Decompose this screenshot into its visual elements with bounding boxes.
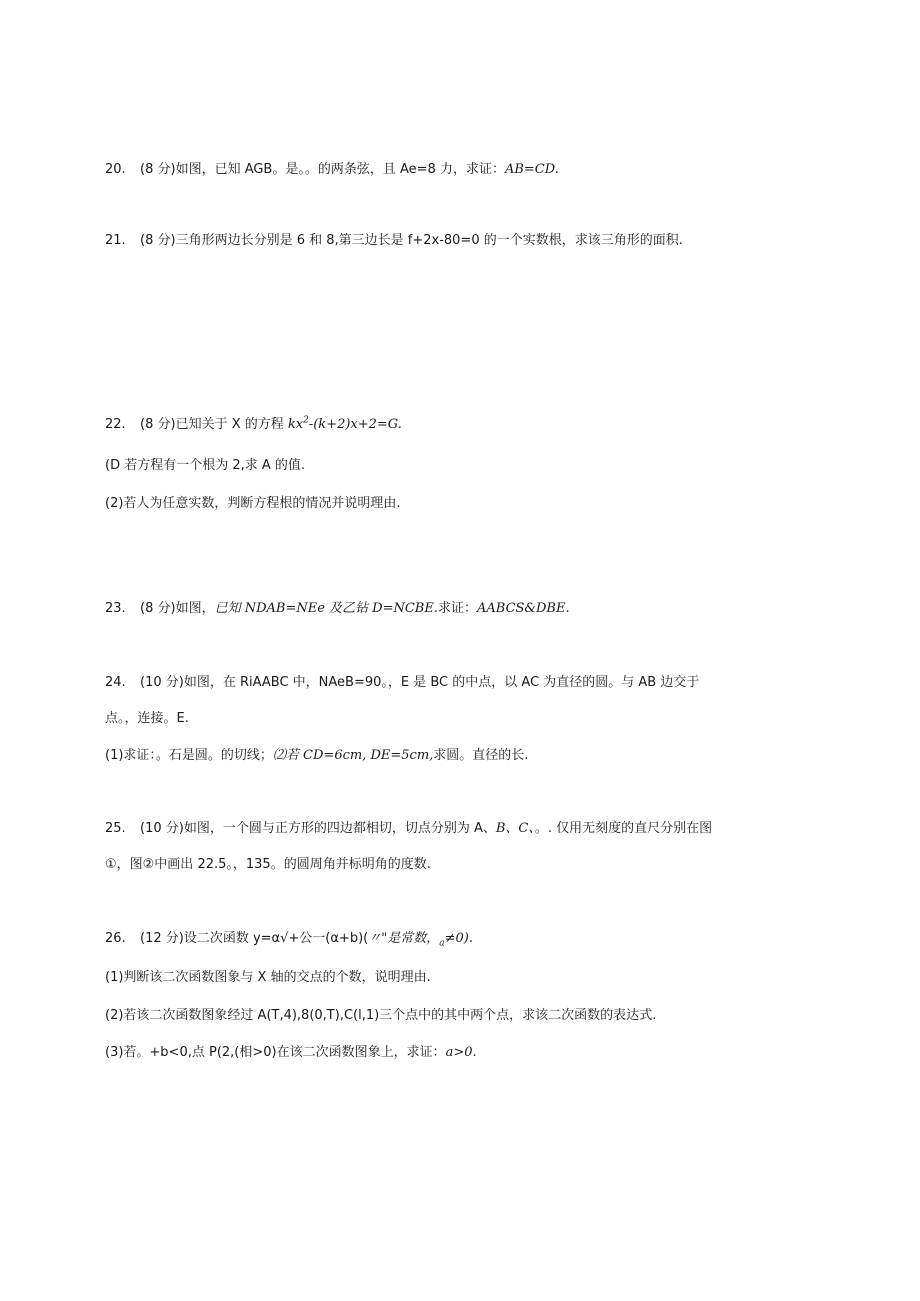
question-score: (8 分)	[140, 162, 176, 177]
question-22-sub-1: (D 若方程有一个根为 2,求 A 的值.	[105, 458, 306, 473]
question-italic: a>0.	[445, 1045, 477, 1060]
equation-part: -(k+2)x+2=G.	[308, 417, 402, 432]
question-text: 三角形两边长分别是 6 和 8,第三边长是 f+2x-80=0 的一个实数根，求该三角形的面积.	[175, 233, 683, 248]
question-score: (10 分)	[140, 675, 184, 690]
question-22	[105, 416, 402, 434]
equation-part: kx	[287, 417, 304, 432]
question-26-sub-1: (1)判断该二次函数图象与 X 轴的交点的个数，说明理由.	[105, 970, 431, 985]
question-text: (1)求证：。石是圆。的切线；	[105, 748, 273, 763]
question-score: (10 分)	[140, 821, 184, 836]
question-number: 20.	[105, 162, 126, 177]
question-text: 设二次函数 y=α√+公一(α+b)(	[183, 931, 369, 946]
question-text: 如图，在 RiAABC 中，NAeB=90。，E 是 BC 的中点，以 AC 为直径的圆。与 AB 边交于	[183, 675, 700, 690]
question-21	[105, 232, 683, 250]
question-24-sub	[105, 747, 528, 765]
question-22-sub-2: (2)若人为任意实数，判断方程根的情况并说明理由.	[105, 496, 401, 511]
question-italic: AB=CD.	[504, 162, 559, 177]
equation-exponent: 2	[303, 415, 309, 426]
question-text: (3)若。+b<0,点 P(2,(相>0)在该二次函数图象上，求证：	[105, 1045, 446, 1060]
question-score: (8 分)	[140, 417, 176, 432]
question-25-continued: ①，图②中画出 22.5。，135。的圆周角并标明角的度数.	[105, 857, 431, 872]
question-score: (8 分)	[140, 601, 176, 616]
question-italic: ⑵若 CD=6cm, DE=5cm,	[272, 748, 434, 763]
question-text: 已知关于 X 的方程	[175, 417, 288, 432]
question-26-sub-2: (2)若该二次函数图象经过 A(T,4),8(0,T),C(l,1)三个点中的其中两个点，求该二次函数的表达式.	[105, 1008, 657, 1023]
question-24	[105, 674, 699, 692]
question-23	[105, 600, 570, 618]
question-25	[105, 820, 712, 838]
question-score: (12 分)	[140, 931, 184, 946]
question-24-continued: 点。，连接。E.	[105, 711, 189, 726]
question-number: 22.	[105, 417, 126, 432]
question-text: 如图，一个圆与正方形的四边都相切，切点分别为 A、	[183, 821, 496, 836]
question-text: 求圆。直径的长.	[433, 748, 529, 763]
question-italic: AABCS&DBE.	[477, 601, 570, 616]
question-text: 如图，已知 AGB。是。。的两条弦，且 Ae=8 力，求证：	[175, 162, 505, 177]
question-text: 求证：	[437, 601, 477, 616]
question-score: (8 分)	[140, 233, 176, 248]
question-text: 。. 仅用无刻度的直尺分别在图	[534, 821, 713, 836]
question-26	[105, 930, 473, 948]
question-italic: 已知 NDAB=NEe 及乙钻 D=NCBE.	[214, 601, 438, 616]
question-italic: 〃"是常数，	[368, 931, 440, 946]
question-number: 23.	[105, 601, 126, 616]
question-26-sub-3	[105, 1044, 477, 1062]
question-number: 21.	[105, 233, 126, 248]
question-20	[105, 161, 559, 179]
subscript: a	[439, 938, 445, 949]
question-italic: ≠0).	[444, 931, 473, 946]
question-number: 24.	[105, 675, 126, 690]
question-number: 25.	[105, 821, 126, 836]
question-number: 26.	[105, 931, 126, 946]
question-text: 如图，	[175, 601, 215, 616]
question-italic: B、C、	[495, 821, 535, 836]
